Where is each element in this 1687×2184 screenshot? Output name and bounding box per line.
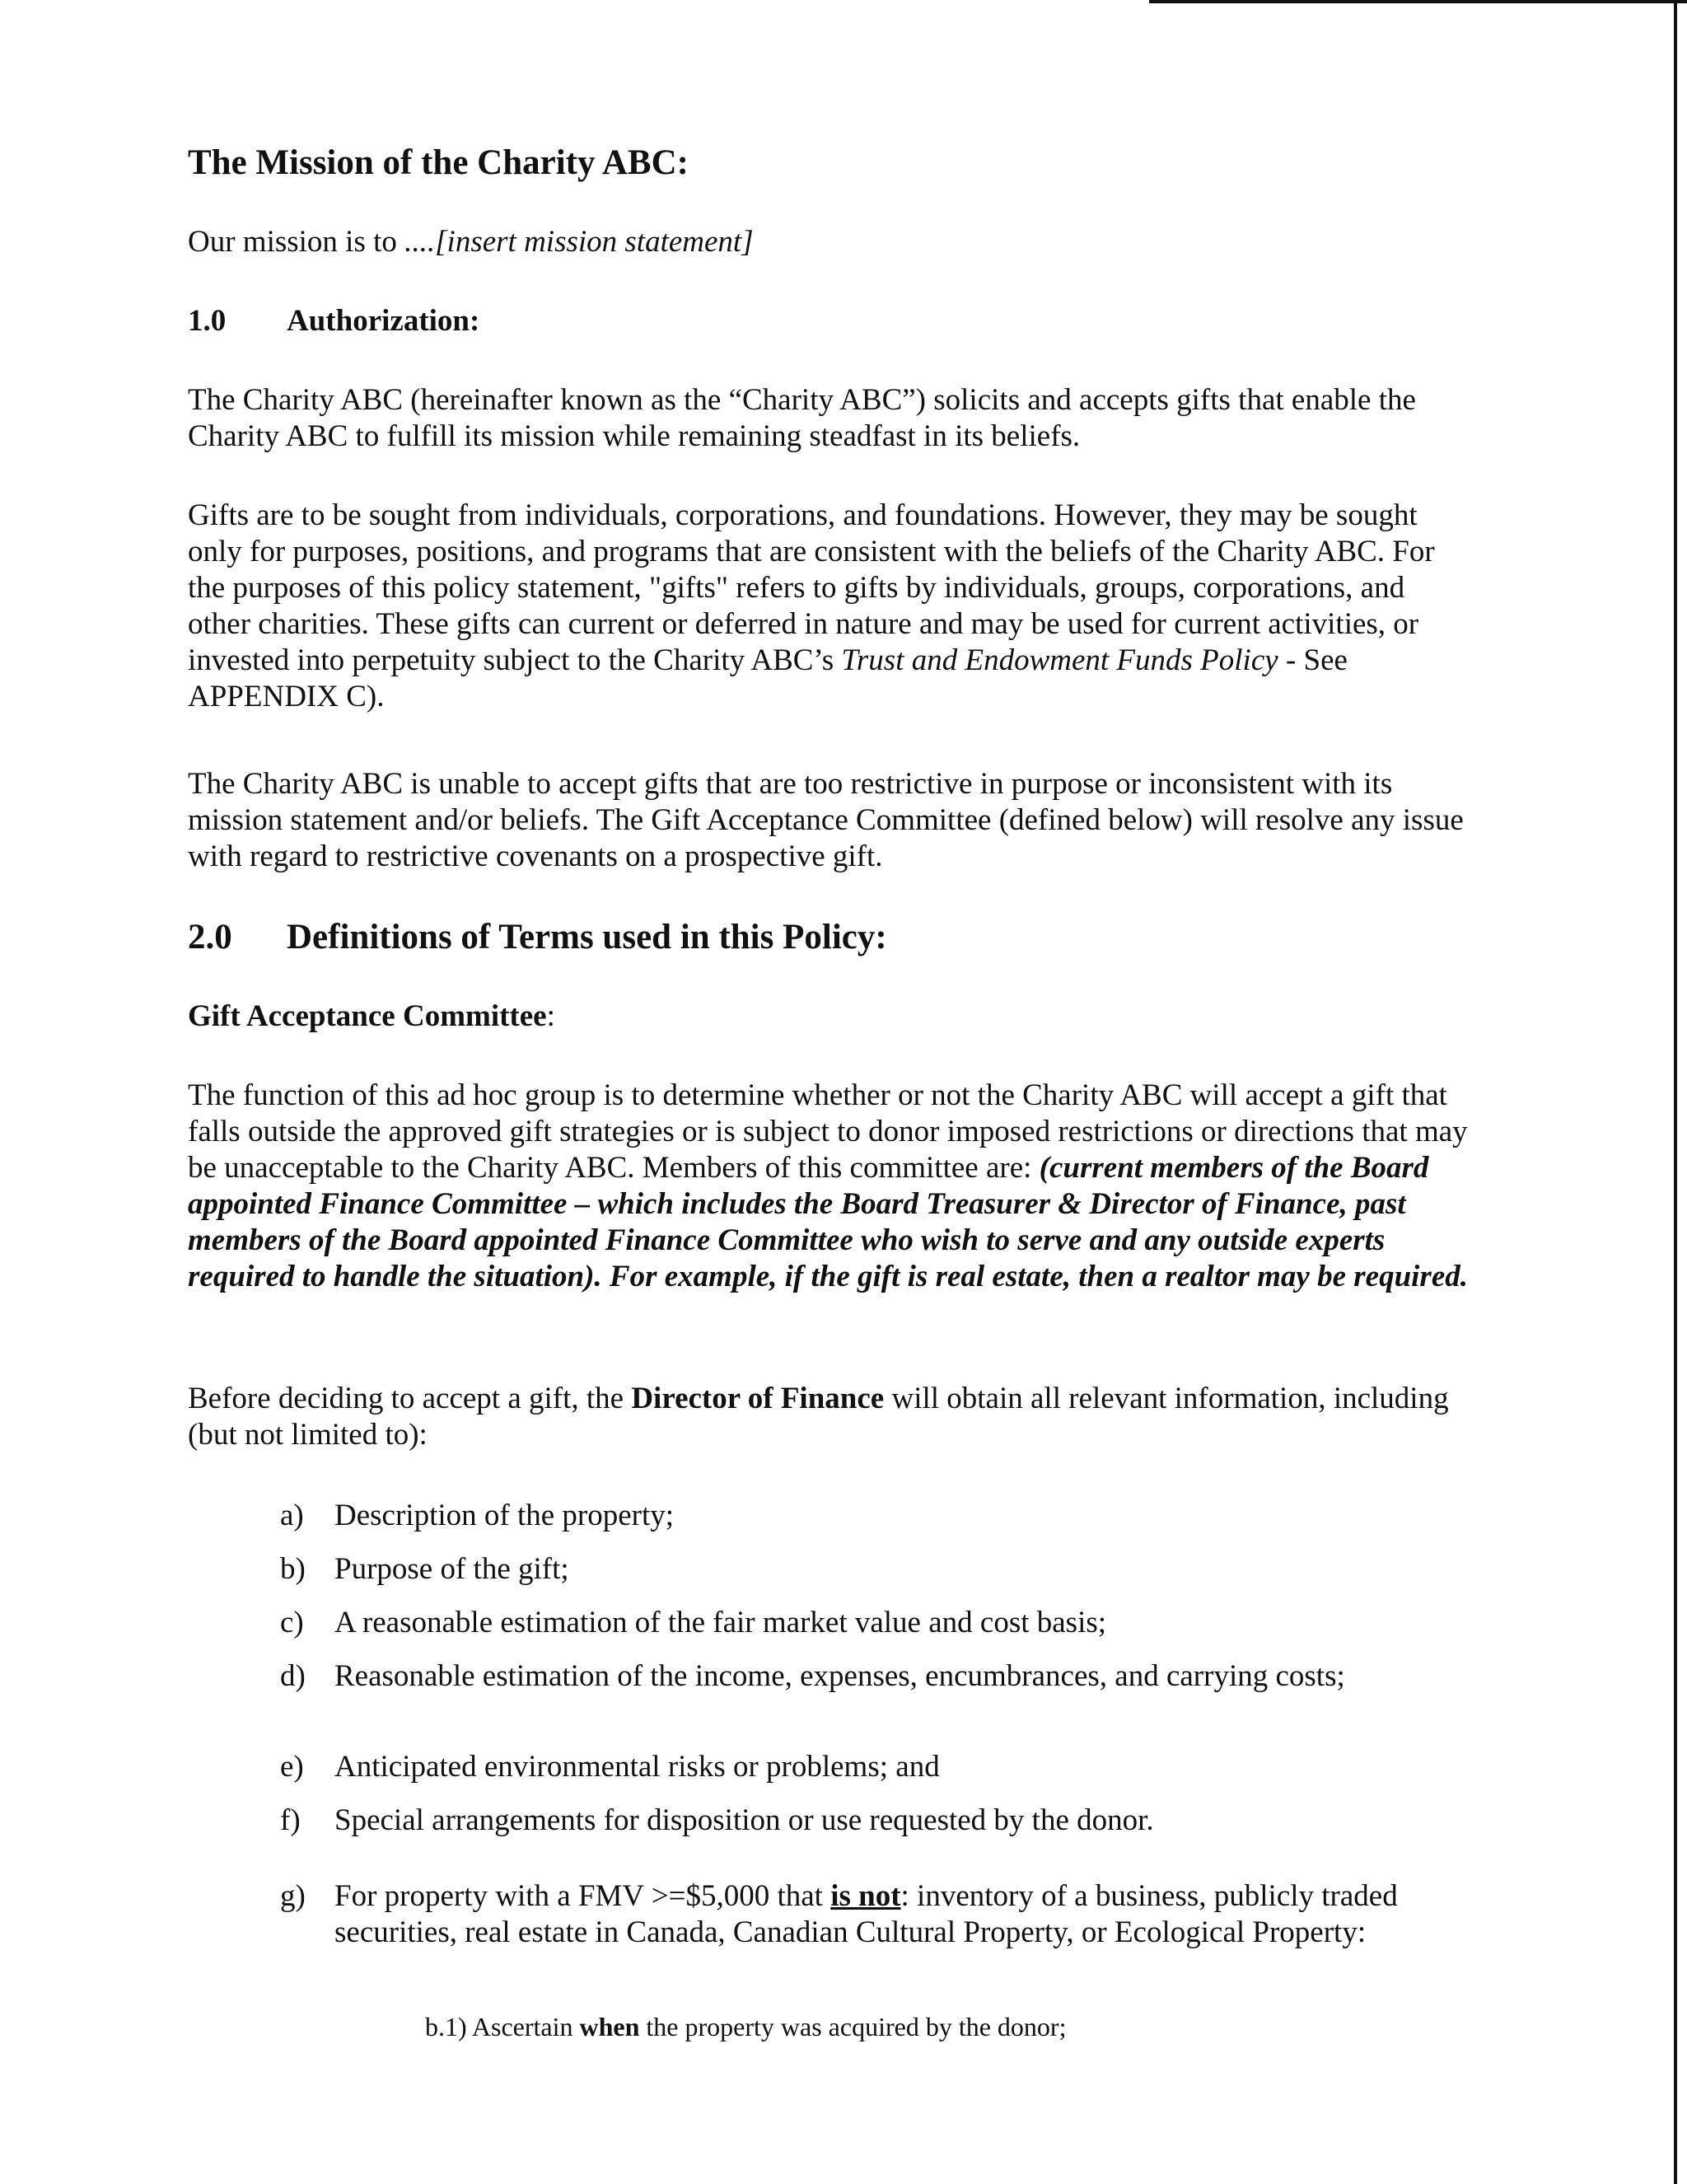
section-2-number: 2.0 <box>188 918 232 956</box>
committee-paragraph-text: The function of this ad hoc group is to determine whether or not the Charity ABC will accept a gift that falls outside the approved gift strategies or is subject to donor imposed restrictions or directions that may be unacceptable to the Charity ABC. Members of this committee are: <box>188 1078 1468 1185</box>
section-1-title: Authorization: <box>287 304 480 338</box>
trust-endowment-policy-title: Trust and Endowment Funds Policy <box>841 643 1278 677</box>
director-of-finance: Director of Finance <box>631 1382 885 1415</box>
list-item-text: Description of the property; <box>334 1499 675 1532</box>
authorization-paragraph-2-end: - See APPENDIX C). <box>188 643 1348 713</box>
mission-placeholder: ....[insert mission statement] <box>404 225 754 259</box>
section-1-heading <box>188 303 1473 339</box>
list-item-label: g) <box>280 1879 306 1913</box>
mission-prefix: Our mission is to <box>188 225 405 259</box>
is-not-emphasis: is not <box>830 1879 901 1913</box>
authorization-paragraph-2-text: Gifts are to be sought from individuals, corporations, and foundations. However, they may be sought only for purposes, positions, and programs that are consistent with the beliefs of the Charity ABC. For the purposes of this policy statement, "gifts" refers to gifts by individuals, groups, corporations, and other charities. These gifts can current or deferred in nature and may be used for current activities, or invested into perpetuity subject to the Charity ABC’s <box>188 498 1435 677</box>
director-paragraph-b: will obtain all relevant information, including (but not limited to): <box>188 1382 1449 1452</box>
gift-committee-subheading <box>188 998 1473 1035</box>
committee-members-note: (current members of the Board appointed Finance Committee – which includes the Board Treasurer & Director of Finance, past members of the Board appointed Finance Committee who wish to serve and any outside experts required to handle the situation). For example, if the gift is real estate, then a realtor may be required. <box>188 1151 1468 1293</box>
list-item-label: b) <box>280 1552 306 1586</box>
authorization-paragraph-2 <box>188 498 1473 715</box>
director-paragraph <box>188 1381 1473 1453</box>
gift-committee-label: Gift Acceptance Committee <box>188 999 547 1033</box>
list-item-label: e) <box>280 1750 304 1784</box>
list-item-label: d) <box>280 1659 306 1693</box>
list-item-label: c) <box>280 1606 304 1639</box>
gift-committee-colon: : <box>546 999 555 1033</box>
list-item-g-text-b: : inventory of a business, publicly traded securities, real estate in Canada, Canadian Cultural Property, or Ecological Property: <box>334 1879 1398 1949</box>
list-item-text: Special arrangements for disposition or use requested by the donor. <box>334 1803 1154 1837</box>
list-item-text: Anticipated environmental risks or problems; and <box>334 1750 940 1784</box>
list-item-text: Reasonable estimation of the income, expenses, encumbrances, and carrying costs; <box>334 1659 1345 1693</box>
section-2-heading <box>188 916 1473 959</box>
committee-paragraph <box>188 1078 1473 1295</box>
list-item-g-text-a: For property with a FMV >=$5,000 that <box>334 1879 831 1913</box>
document-title: The Mission of the Charity ABC: <box>188 143 689 182</box>
authorization-paragraph-1: The Charity ABC (hereinafter known as the “Charity ABC”) solicits and accepts gifts that enable the Charity ABC to fulfill its mission while remaining steadfast in its beliefs. <box>188 383 1416 453</box>
list-item-g-text <box>334 1878 1430 1951</box>
list-item-label: f) <box>280 1803 301 1837</box>
section-2-title: Definitions of Terms used in this Policy: <box>287 918 887 956</box>
scan-border-right <box>1674 0 1677 2184</box>
list-item-label: a) <box>280 1499 304 1532</box>
mission-line <box>188 224 1473 260</box>
subitem-when: when <box>579 2012 640 2041</box>
subitem-text-a: Ascertain <box>466 2012 580 2041</box>
subitem-b1 <box>425 2009 1414 2045</box>
director-paragraph-a: Before deciding to accept a gift, the <box>188 1382 632 1415</box>
subitem-label: b.1) <box>425 2012 467 2041</box>
list-item-text: A reasonable estimation of the fair market value and cost basis; <box>334 1606 1107 1639</box>
scan-border-top <box>1149 0 1687 3</box>
authorization-paragraph-3: The Charity ABC is unable to accept gifts that are too restrictive in purpose or inconsistent with its mission statement and/or beliefs. The Gift Acceptance Committee (defined below) will resolve any issue with regard to restrictive covenants on a prospective gift. <box>188 767 1464 873</box>
subitem-text-b: the property was acquired by the donor; <box>639 2012 1067 2041</box>
section-1-number: 1.0 <box>188 304 227 338</box>
list-item-text: Purpose of the gift; <box>334 1552 569 1586</box>
